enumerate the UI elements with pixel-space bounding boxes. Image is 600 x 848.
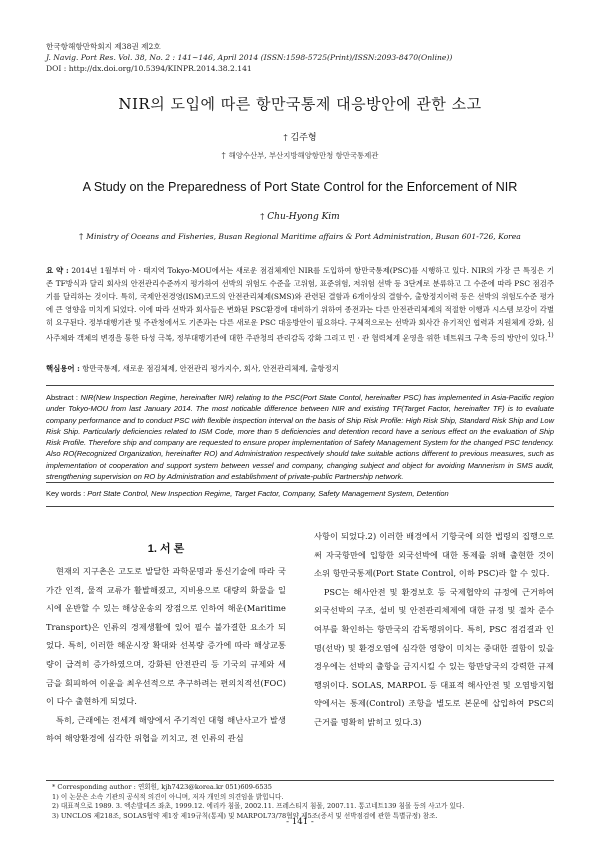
abstract-korean — [46, 264, 554, 344]
dagger-mark: † — [79, 232, 84, 241]
dagger-mark: † — [221, 151, 226, 160]
keywords-korean-text: 항만국통제, 새로운 점검체제, 안전관리 평가지수, 회사, 안전관리체제, 출항정지 — [82, 364, 339, 373]
affiliation-korean-text: 해양수산부, 부산지방해양항만청 항만국통제관 — [228, 151, 379, 160]
affiliation-korean — [0, 150, 600, 161]
footnote-divider — [46, 780, 554, 781]
author-korean — [0, 130, 600, 143]
keywords-english-text: Port State Control, New Inspection Regime, Target Factor, Company, Safety Management System, Detention — [87, 489, 449, 498]
journal-header — [46, 41, 452, 74]
section-heading: 1. 서 론 — [147, 543, 185, 555]
abstract-korean-text: 2014년 1월부터 아 · 태지역 Tokyo-MOU에서는 새로운 점검체제인 NIR를 도입하여 항만국통제(PSC)를 시행하고 있다. NIR의 가장 큰 특징은 기존 TF방식과 달리 회사의 안전관리수준까지 평가하여 선박의 위험도 수준을 고위험, 표준위험, 저위험 선박 등 3단계로 분류하고 그 수준에 따라 PSC 점검주기를 달리하는 것이다. 특히, 국제안전경영(ISM)코드의 안전관리체제(SMS)와 관련된 결함과 6개이상의 결함수, 출항정지이력 등은 선박의 위험도수준 평가에 큰 영향을 미치게 되었다. 이에 따라 선박과 회사들은 변화된 PSC환경에 대비하기 위하여 종전과는 다른 안전관리체제의 적절한 이행과 시스템 보강이 각별히 요구된다. 정부대행기관 및 주관청에서도 기존과는 다른 새로운 PSC 대응방안이 필요하다. 구체적으로는 선박과 회사간 유기적인 협력과 지원체계 강화, 심사주체와 객체의 변경을 통한 타성 극복, 정부대행기관에 대한 주관청의 관리감독 강화 그리고 민 · 관 협력체계 운영을 위한 네트워크 구축 등의 방안이 있다. — [46, 266, 555, 343]
abstract-english-text: NIR(New Inspection Regime, hereinafter NIR) relating to the PSC(Port State Contol, hereinafter PSC) has implemented in Asia-Pacific region under Tokyo-MOU from last January 2014. The most noticable difference between NIR and existing TF(Target Factor, hereinafter TF) is to evaluate company performance and to conduct PSC with flexible inspection interval on the basis of Ship Risk Profile: High Risk Ship, Standard Risk Ship and Low Risk Ship. Particularly deficiencies related to ISM Code, more than 5 deficiencies and detention record have a serious effect on the evaluation of Ship Risk Profile. Therefore ship and company are requested to ensure proper implementation of Safety Management System for the changed PSC tendency. Also RO(Recognized Organization, hereinafter RO) and Administration respectively should take suitable actions different to previous measures, such as implementation ot cooperation and support system between vessel and company, changing subject and object for avoiding Mannerism in SMS audit, strengthening supervision on RO by Administration and establishment of private-public Partnership network. — [46, 393, 554, 482]
footnote: 2) 대표적으로 1989. 3. 엑손발데즈 좌초, 1999.12. 에리카 침몰, 2002.11. 프레스티지 침몰, 2007.11. 통고네트139 침몰 등의 사고가 있다. — [52, 802, 465, 811]
keywords-korean-label: 핵심용어 : — [46, 364, 80, 373]
footnotes — [52, 783, 552, 821]
abstract-korean-label: 요 약 : — [46, 266, 69, 275]
divider — [46, 482, 554, 483]
footnote-ref: 1) — [547, 332, 554, 339]
paragraph: 특히, 근래에는 전세계 해양에서 주기적인 대형 해난사고가 발생하여 해양환경에 심각한 위협을 끼치고, 전 인류의 관심 — [46, 714, 286, 744]
paragraph: 현재의 지구촌은 고도로 발달한 과학문명과 통신기술에 따라 국가간 인적, 물적 교류가 활발해졌고, 지비용으로 대량의 화물을 일시에 운반할 수 있는 해상운송의 장점으로 인하여 해운(Maritime Transport)은 인류의 경제생활에 있어 필수 불가결한 요소가 되었다. 특히, 이러한 해운시장 확대와 선복량 증가에 따라 해상교통량이 급격히 증가하였으며, 강화된 안전관리 등 기국의 규제와 세금을 회피하여 이윤을 최우선적으로 추구하려는 편의치적선(FOC)이 다수 출현하게 되었다. — [46, 566, 286, 707]
paragraph: 사항이 되었다.2) 이러한 배경에서 기항국에 의한 법령의 집행으로써 자국항만에 입항한 외국선박에 대한 통제를 위해 출현한 것이 소위 항만국통제(Port State Control, 이하 PSC)라 할 수 있다. — [314, 531, 554, 579]
footnote: 1) 이 논문은 소속 기관의 공식적 의견이 아니며, 저자 개인의 의견임을 밝힙니다. — [52, 792, 284, 801]
author-english-name: Chu-Hyong Kim — [267, 212, 340, 222]
body-column-right — [314, 527, 554, 732]
dagger-mark: † — [283, 133, 288, 142]
dagger-mark: † — [260, 212, 265, 221]
keywords-english — [46, 489, 554, 498]
divider — [46, 385, 554, 386]
abstract-english-label: Abstract : — [46, 393, 79, 402]
journal-name: 한국항해항만학회지 제38권 제2호 — [46, 42, 161, 51]
title-english: A Study on the Preparedness of Port State Control for the Enforcement of NIR — [82, 180, 518, 194]
footnote: 3) UNCLOS 제218조, SOLAS협약 제1장 제19규칙(통제) 및 MARPOL73/78협약 제5조(증서 및 선박점검에 관한 특별규정) 참조. — [52, 811, 438, 820]
author-english — [0, 212, 600, 222]
author-korean-name: 김주형 — [290, 133, 317, 143]
affiliation-english-text: Ministry of Oceans and Fisheries, Busan Regional Maritime affairs & Port Administration, Busan 601-726, Korea — [86, 232, 521, 241]
divider — [46, 506, 554, 507]
journal-doi: DOI : http://dx.doi.org/10.5394/KINPR.2014.38.2.141 — [46, 64, 252, 73]
paragraph: PSC는 해사안전 및 환경보호 등 국제협약의 규정에 근거하여 외국선박의 구조, 설비 및 안전관리체제에 대한 규정 및 절차 준수여부를 확인하는 항만국의 감독행위이다. 특히, PSC 점검결과 인명(선박) 및 환경오염에 심각한 영향이 미치는 중대한 결함이 있을 경우에는 선박의 출항을 금지시킬 수 있는 항만당국의 강력한 규제행위이다. SOLAS, MARPOL 등 대표적 해사안전 및 오염방지협약에서는 통제(Control) 조항을 별도로 본문에 삽입하여 PSC의 근거를 명확히 밝히고 있다.3) — [314, 586, 554, 727]
page-number: - 141 - — [286, 817, 314, 827]
title-korean: NIR의 도입에 따른 항만국통제 대응방안에 관한 소고 — [118, 95, 482, 113]
keywords-english-label: Key words : — [46, 489, 86, 498]
abstract-english — [46, 392, 554, 482]
footnote: * Corresponding author : 연회원, kjh7423@korea.kr 051)609-6535 — [52, 783, 272, 791]
body-column-left — [46, 562, 286, 748]
affiliation-english — [0, 232, 600, 241]
journal-citation: J. Navig. Port Res. Vol. 38, No. 2 : 141~146, April 2014 (ISSN:1598-5725(Print)/ISSN:2093-8470(Online)) — [46, 53, 453, 62]
keywords-korean — [46, 363, 554, 375]
